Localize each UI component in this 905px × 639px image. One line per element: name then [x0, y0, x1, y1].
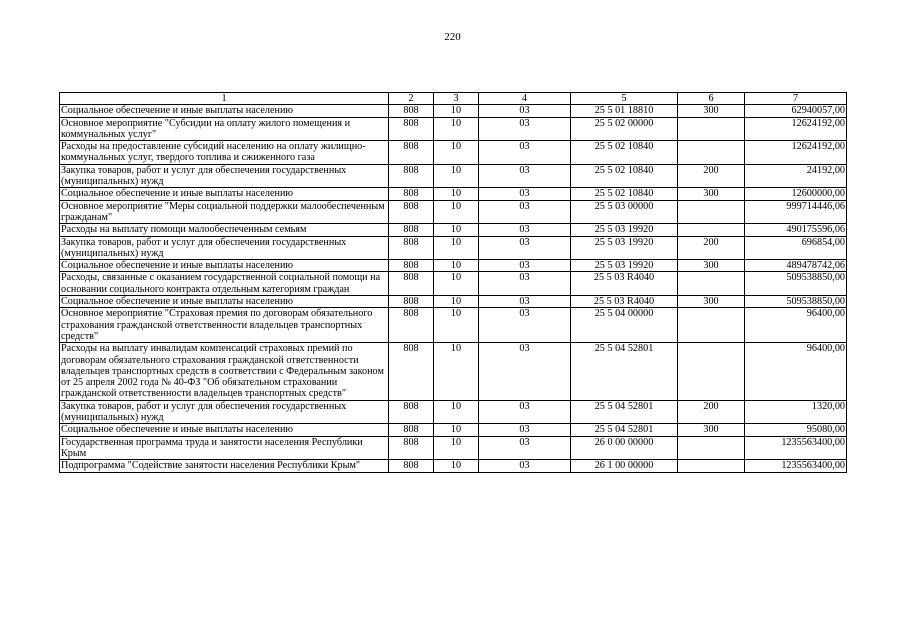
cs-code-cell: 25 5 04 00000	[571, 308, 678, 343]
pr-code-cell: 03	[479, 105, 571, 117]
rz-code-cell: 10	[434, 164, 479, 188]
table-row	[60, 436, 847, 460]
cs-code-cell: 25 5 03 R4040	[571, 272, 678, 296]
gr-code-cell: 808	[389, 164, 434, 188]
expense-name-cell: Расходы на выплату помощи малообеспеченным семьям	[60, 224, 389, 236]
pr-code-cell: 03	[479, 236, 571, 260]
amount-cell: 96400,00	[745, 343, 847, 400]
expense-name-cell: Социальное обеспечение и иные выплаты населению	[60, 260, 389, 272]
pr-code-cell: 03	[479, 272, 571, 296]
rz-code-cell: 10	[434, 424, 479, 436]
column-header: 2	[389, 93, 434, 105]
vr-code-cell: 200	[678, 400, 745, 424]
table-row	[60, 105, 847, 117]
expense-name-cell: Основное мероприятие "Страховая премия по договорам обязательного страхования гражданской ответственности владельцев транспортных средств"	[60, 308, 389, 343]
column-header: 7	[745, 93, 847, 105]
vr-code-cell	[678, 272, 745, 296]
amount-cell: 696854,00	[745, 236, 847, 260]
rz-code-cell: 10	[434, 272, 479, 296]
gr-code-cell: 808	[389, 400, 434, 424]
cs-code-cell: 25 5 01 18810	[571, 105, 678, 117]
vr-code-cell	[678, 436, 745, 460]
table-row	[60, 164, 847, 188]
rz-code-cell: 10	[434, 460, 479, 472]
cs-code-cell: 25 5 02 10840	[571, 141, 678, 165]
pr-code-cell: 03	[479, 343, 571, 400]
cs-code-cell: 25 5 03 R4040	[571, 296, 678, 308]
pr-code-cell: 03	[479, 308, 571, 343]
amount-cell: 489478742,06	[745, 260, 847, 272]
amount-cell: 12624192,00	[745, 117, 847, 141]
gr-code-cell: 808	[389, 224, 434, 236]
gr-code-cell: 808	[389, 117, 434, 141]
expense-name-cell: Расходы, связанные с оказанием государственной социальной помощи на основании социального контракта отдельным категориям граждан	[60, 272, 389, 296]
rz-code-cell: 10	[434, 117, 479, 141]
pr-code-cell: 03	[479, 460, 571, 472]
rz-code-cell: 10	[434, 260, 479, 272]
gr-code-cell: 808	[389, 296, 434, 308]
cs-code-cell: 25 5 04 52801	[571, 343, 678, 400]
gr-code-cell: 808	[389, 460, 434, 472]
rz-code-cell: 10	[434, 105, 479, 117]
rz-code-cell: 10	[434, 224, 479, 236]
cs-code-cell: 26 0 00 00000	[571, 436, 678, 460]
table-header-row	[60, 93, 847, 105]
vr-code-cell	[678, 224, 745, 236]
expense-name-cell: Социальное обеспечение и иные выплаты населению	[60, 296, 389, 308]
cs-code-cell: 25 5 03 00000	[571, 200, 678, 224]
table-row	[60, 117, 847, 141]
table-row	[60, 308, 847, 343]
pr-code-cell: 03	[479, 141, 571, 165]
column-header: 1	[60, 93, 389, 105]
expense-name-cell: Закупка товаров, работ и услуг для обеспечения государственных (муниципальных) нужд	[60, 236, 389, 260]
amount-cell: 62940057,00	[745, 105, 847, 117]
pr-code-cell: 03	[479, 117, 571, 141]
amount-cell: 1320,00	[745, 400, 847, 424]
expense-name-cell: Основное мероприятие "Субсидии на оплату жилого помещения и коммунальных услуг"	[60, 117, 389, 141]
vr-code-cell: 300	[678, 424, 745, 436]
gr-code-cell: 808	[389, 200, 434, 224]
expense-name-cell: Расходы на выплату инвалидам компенсаций страховых премий по договорам обязательного страхования гражданской ответственности владельцев транспортных средств в соответствии с Федеральным законом от 25 апреля 2002 года № 40-ФЗ "Об обязательном страховании гражданской ответственности владельцев транспортных средств"	[60, 343, 389, 400]
gr-code-cell: 808	[389, 308, 434, 343]
amount-cell: 509538850,00	[745, 296, 847, 308]
column-header: 5	[571, 93, 678, 105]
expense-name-cell: Социальное обеспечение и иные выплаты населению	[60, 188, 389, 200]
vr-code-cell	[678, 308, 745, 343]
cs-code-cell: 25 5 02 10840	[571, 164, 678, 188]
pr-code-cell: 03	[479, 164, 571, 188]
cs-code-cell: 25 5 04 52801	[571, 400, 678, 424]
gr-code-cell: 808	[389, 436, 434, 460]
table-row	[60, 141, 847, 165]
vr-code-cell	[678, 117, 745, 141]
rz-code-cell: 10	[434, 236, 479, 260]
rz-code-cell: 10	[434, 296, 479, 308]
amount-cell: 96400,00	[745, 308, 847, 343]
amount-cell: 490175596,06	[745, 224, 847, 236]
rz-code-cell: 10	[434, 400, 479, 424]
table-row	[60, 343, 847, 400]
amount-cell: 509538850,00	[745, 272, 847, 296]
vr-code-cell: 300	[678, 188, 745, 200]
gr-code-cell: 808	[389, 236, 434, 260]
table-row	[60, 460, 847, 472]
rz-code-cell: 10	[434, 436, 479, 460]
table-row	[60, 200, 847, 224]
cs-code-cell: 25 5 02 00000	[571, 117, 678, 141]
gr-code-cell: 808	[389, 141, 434, 165]
table-row	[60, 424, 847, 436]
expense-name-cell: Закупка товаров, работ и услуг для обеспечения государственных (муниципальных) нужд	[60, 400, 389, 424]
expense-name-cell: Подпрограмма "Содействие занятости населения Республики Крым"	[60, 460, 389, 472]
amount-cell: 12600000,00	[745, 188, 847, 200]
vr-code-cell: 300	[678, 260, 745, 272]
cs-code-cell: 25 5 02 10840	[571, 188, 678, 200]
amount-cell: 1235563400,00	[745, 436, 847, 460]
amount-cell: 24192,00	[745, 164, 847, 188]
gr-code-cell: 808	[389, 272, 434, 296]
vr-code-cell	[678, 200, 745, 224]
expense-name-cell: Основное мероприятие "Меры социальной поддержки малообеспеченным гражданам"	[60, 200, 389, 224]
cs-code-cell: 25 5 03 19920	[571, 236, 678, 260]
table-row	[60, 400, 847, 424]
page-number: 220	[444, 31, 461, 43]
amount-cell: 95080,00	[745, 424, 847, 436]
gr-code-cell: 808	[389, 105, 434, 117]
pr-code-cell: 03	[479, 260, 571, 272]
vr-code-cell	[678, 343, 745, 400]
amount-cell: 12624192,00	[745, 141, 847, 165]
budget-table	[59, 92, 847, 473]
column-header: 6	[678, 93, 745, 105]
rz-code-cell: 10	[434, 141, 479, 165]
cs-code-cell: 25 5 04 52801	[571, 424, 678, 436]
vr-code-cell: 200	[678, 164, 745, 188]
expense-name-cell: Социальное обеспечение и иные выплаты населению	[60, 105, 389, 117]
table-row	[60, 236, 847, 260]
expense-name-cell: Закупка товаров, работ и услуг для обеспечения государственных (муниципальных) нужд	[60, 164, 389, 188]
cs-code-cell: 26 1 00 00000	[571, 460, 678, 472]
vr-code-cell	[678, 141, 745, 165]
table-row	[60, 260, 847, 272]
pr-code-cell: 03	[479, 400, 571, 424]
pr-code-cell: 03	[479, 224, 571, 236]
column-header: 3	[434, 93, 479, 105]
pr-code-cell: 03	[479, 424, 571, 436]
table-row	[60, 296, 847, 308]
amount-cell: 1235563400,00	[745, 460, 847, 472]
table-row	[60, 224, 847, 236]
table-row	[60, 272, 847, 296]
vr-code-cell	[678, 460, 745, 472]
vr-code-cell: 300	[678, 105, 745, 117]
expense-name-cell: Государственная программа труда и занятости населения Республики Крым	[60, 436, 389, 460]
pr-code-cell: 03	[479, 436, 571, 460]
gr-code-cell: 808	[389, 260, 434, 272]
expense-name-cell: Расходы на предоставление субсидий населению на оплату жилищно-коммунальных услуг, твердого топлива и сжиженного газа	[60, 141, 389, 165]
table-row	[60, 188, 847, 200]
rz-code-cell: 10	[434, 200, 479, 224]
gr-code-cell: 808	[389, 424, 434, 436]
rz-code-cell: 10	[434, 343, 479, 400]
vr-code-cell: 300	[678, 296, 745, 308]
amount-cell: 999714446,06	[745, 200, 847, 224]
gr-code-cell: 808	[389, 188, 434, 200]
rz-code-cell: 10	[434, 308, 479, 343]
column-header: 4	[479, 93, 571, 105]
cs-code-cell: 25 5 03 19920	[571, 260, 678, 272]
cs-code-cell: 25 5 03 19920	[571, 224, 678, 236]
expense-name-cell: Социальное обеспечение и иные выплаты населению	[60, 424, 389, 436]
pr-code-cell: 03	[479, 296, 571, 308]
table-body	[60, 105, 847, 472]
pr-code-cell: 03	[479, 200, 571, 224]
rz-code-cell: 10	[434, 188, 479, 200]
vr-code-cell: 200	[678, 236, 745, 260]
gr-code-cell: 808	[389, 343, 434, 400]
pr-code-cell: 03	[479, 188, 571, 200]
